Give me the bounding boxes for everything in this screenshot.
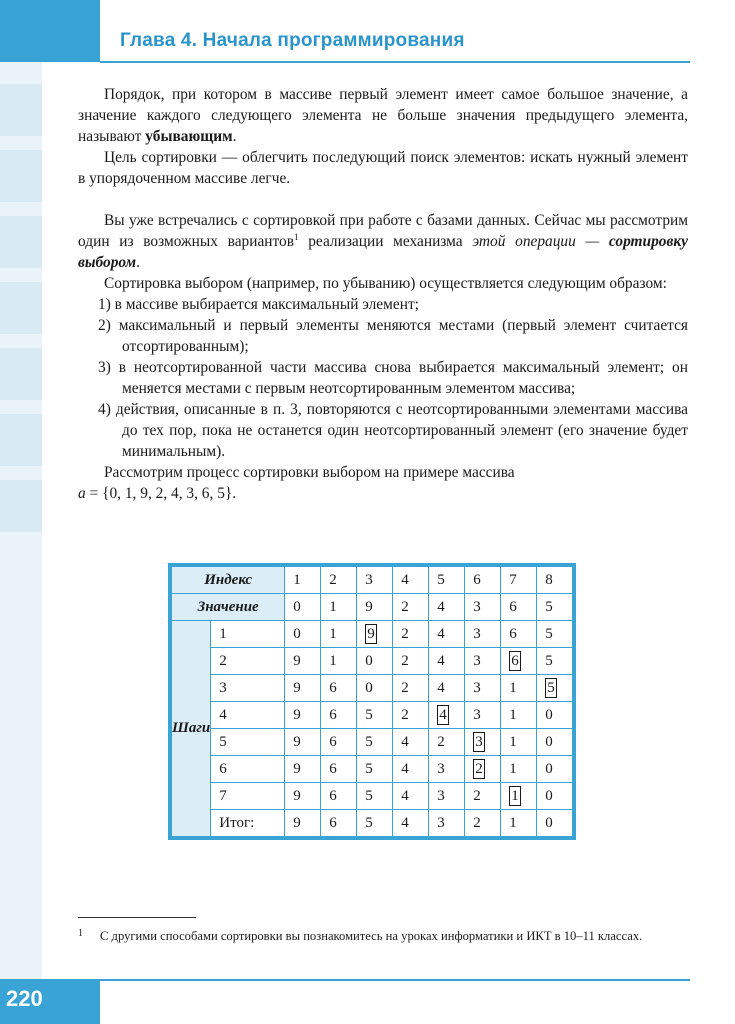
table-cell: 2 [393, 621, 429, 648]
list-item: 3) в неотсортированной части массива снова выбирается максимальный элемент; он меняется местами с первым неотсортированным элементом массива; [98, 359, 688, 397]
result-cell: 2 [465, 810, 501, 837]
index-cell: 6 [465, 567, 501, 594]
paragraph-method: Сортировка выбором (например, по убыванию) осуществляется следующим образом: [104, 275, 667, 292]
table-cell: 6 [321, 675, 357, 702]
footer-rule [100, 979, 690, 981]
result-cell: 6 [321, 810, 357, 837]
table-cell: 3 [465, 702, 501, 729]
value-cell: 4 [429, 594, 465, 621]
list-item: 1) в массиве выбирается максимальный элемент; [98, 296, 419, 313]
index-cell: 2 [321, 567, 357, 594]
result-cell: 9 [285, 810, 321, 837]
table-row [172, 756, 573, 783]
footnote-ref: 1 [294, 231, 299, 242]
result-cell: 1 [501, 810, 537, 837]
italic-text: этой операции — [472, 233, 600, 250]
max-element-box: 9 [367, 626, 375, 642]
header-color-block [0, 0, 100, 62]
table-row [172, 621, 573, 648]
sort-table-frame [168, 563, 576, 840]
table-cell: 5 [537, 648, 573, 675]
value-cell: 1 [321, 594, 357, 621]
table-cell: 6 [321, 783, 357, 810]
header-rule [100, 61, 690, 63]
array-variable: a [78, 485, 86, 502]
table-cell: 9 [285, 648, 321, 675]
value-header: Значение [172, 594, 285, 621]
value-cell: 6 [501, 594, 537, 621]
table-cell: 1 [501, 756, 537, 783]
table-cell: 1 [501, 729, 537, 756]
table-cell [537, 675, 573, 702]
paragraph-text: реализации механизма [298, 233, 463, 250]
step-number: 5 [211, 729, 285, 756]
table-cell [429, 702, 465, 729]
result-cell: 3 [429, 810, 465, 837]
table-cell: 2 [393, 648, 429, 675]
step-number: 6 [211, 756, 285, 783]
step-number: 2 [211, 648, 285, 675]
table-cell: 3 [465, 621, 501, 648]
table-cell [501, 648, 537, 675]
table-row-index [172, 567, 573, 594]
table-row [172, 648, 573, 675]
margin-tab [0, 150, 42, 202]
left-margin-band [0, 0, 42, 1024]
table-cell: 9 [285, 729, 321, 756]
result-cell: 4 [393, 810, 429, 837]
table-cell: 4 [393, 756, 429, 783]
paragraph-purpose: Цель сортировки — облегчить последующий поиск элементов: искать нужный элемент в упорядоченном массиве легче. [78, 149, 688, 187]
table-cell: 3 [429, 756, 465, 783]
term-descending: убывающим [145, 128, 233, 145]
table-cell: 9 [285, 783, 321, 810]
table-cell: 4 [429, 648, 465, 675]
paragraph-text: Вы уже встречались с сортировкой при работе с базами данных. Сейчас мы рассмотрим один из возможных вариантов [78, 212, 688, 250]
table-row-result [172, 810, 573, 837]
steps-header: Шаги [172, 621, 211, 837]
table-cell: 9 [285, 675, 321, 702]
table-cell: 2 [393, 675, 429, 702]
max-element-box: 6 [511, 653, 519, 669]
table-cell: 0 [285, 621, 321, 648]
index-cell: 4 [393, 567, 429, 594]
table-cell [465, 756, 501, 783]
list-item: 4) действия, описанные в п. 3, повторяются с неотсортированными элементами массива до тех пор, пока не останется один неотсортированный элемент (его значение будет минимальным). [98, 401, 688, 460]
page-number: 220 [6, 986, 43, 1011]
table-cell [465, 729, 501, 756]
footnote-rule [78, 917, 196, 918]
paragraph-definition: Порядок, при котором в массиве первый элемент имеет самое большое значение, а значение каждого следующего элемента не больше значения предыдущего элемента, называют убывающим. [78, 86, 688, 145]
value-cell: 0 [285, 594, 321, 621]
table-cell: 6 [321, 756, 357, 783]
margin-tab [0, 216, 42, 268]
result-cell: 5 [357, 810, 393, 837]
paragraph-text: Порядок, при котором в массиве первый элемент имеет самое большое значение, а значение каждого следующего элемента не больше значения предыдущего элемента, называют [78, 86, 688, 145]
margin-tab [0, 348, 42, 400]
table-cell: 0 [357, 675, 393, 702]
table-cell: 1 [501, 702, 537, 729]
table-cell: 3 [429, 783, 465, 810]
margin-tab [0, 414, 42, 466]
table-cell: 5 [357, 783, 393, 810]
max-element-box: 2 [475, 761, 483, 777]
table-cell: 1 [321, 621, 357, 648]
max-element-box: 3 [475, 734, 483, 750]
table-cell: 4 [393, 783, 429, 810]
table-cell: 2 [393, 702, 429, 729]
table-row [172, 783, 573, 810]
body-text [78, 84, 688, 504]
table-cell: 3 [465, 648, 501, 675]
table-cell: 9 [285, 702, 321, 729]
value-cell: 2 [393, 594, 429, 621]
index-cell: 1 [285, 567, 321, 594]
table-cell: 0 [537, 702, 573, 729]
array-literal: = {0, 1, 9, 2, 4, 3, 6, 5}. [85, 485, 237, 502]
table-cell: 2 [465, 783, 501, 810]
table-cell: 0 [537, 783, 573, 810]
max-element-box: 1 [511, 788, 519, 804]
chapter-title: Глава 4. Начала программирования [120, 30, 465, 51]
margin-tab [0, 282, 42, 334]
table-cell: 4 [429, 621, 465, 648]
index-cell: 8 [537, 567, 573, 594]
table-cell: 3 [465, 675, 501, 702]
step-number: 7 [211, 783, 285, 810]
term-selection-sort: сортировку выбором [78, 233, 688, 271]
result-label: Итог: [211, 810, 285, 837]
table-cell: 6 [321, 702, 357, 729]
table-cell [357, 621, 393, 648]
table-cell: 6 [501, 621, 537, 648]
table-row [172, 729, 573, 756]
margin-tab [0, 480, 42, 532]
table-row [172, 702, 573, 729]
table-cell: 4 [393, 729, 429, 756]
table-cell: 4 [429, 675, 465, 702]
result-cell: 0 [537, 810, 573, 837]
index-cell: 3 [357, 567, 393, 594]
max-element-box: 4 [439, 707, 447, 723]
step-number: 3 [211, 675, 285, 702]
table-cell: 0 [357, 648, 393, 675]
table-cell: 5 [357, 729, 393, 756]
list-item: 2) максимальный и первый элементы меняются местами (первый элемент считается отсортированным); [98, 317, 688, 355]
paragraph-intro: Вы уже встречались с сортировкой при работе с базами данных. Сейчас мы рассмотрим один из возможных вариантов$^1$ реализации механизма этой операции — сортировку выбором. [78, 212, 688, 271]
index-cell: 7 [501, 567, 537, 594]
table-cell: 6 [321, 729, 357, 756]
table-cell: 5 [357, 756, 393, 783]
footnote-mark: 1 [78, 928, 83, 939]
selection-sort-table [171, 566, 573, 837]
table-row [172, 675, 573, 702]
table-cell: 2 [429, 729, 465, 756]
paragraph-example [78, 462, 688, 504]
table-cell: 1 [321, 648, 357, 675]
value-cell: 9 [357, 594, 393, 621]
table-cell [501, 783, 537, 810]
step-number: 4 [211, 702, 285, 729]
table-cell: 5 [537, 621, 573, 648]
max-element-box: 5 [547, 680, 555, 696]
table-cell: 5 [357, 702, 393, 729]
index-cell: 5 [429, 567, 465, 594]
step-number: 1 [211, 621, 285, 648]
table-cell: 9 [285, 756, 321, 783]
value-cell: 3 [465, 594, 501, 621]
value-cell: 5 [537, 594, 573, 621]
table-row-values [172, 594, 573, 621]
table-cell: 1 [501, 675, 537, 702]
paragraph-text: Рассмотрим процесс сортировки выбором на примере массива [104, 464, 515, 481]
table-cell: 0 [537, 729, 573, 756]
index-header: Индекс [172, 567, 285, 594]
margin-tab [0, 84, 42, 136]
footnote-text: С другими способами сортировки вы познакомитесь на уроках информатики и ИКТ в 10–11 классах. [100, 929, 643, 943]
footnote [78, 928, 688, 945]
table-cell: 0 [537, 756, 573, 783]
